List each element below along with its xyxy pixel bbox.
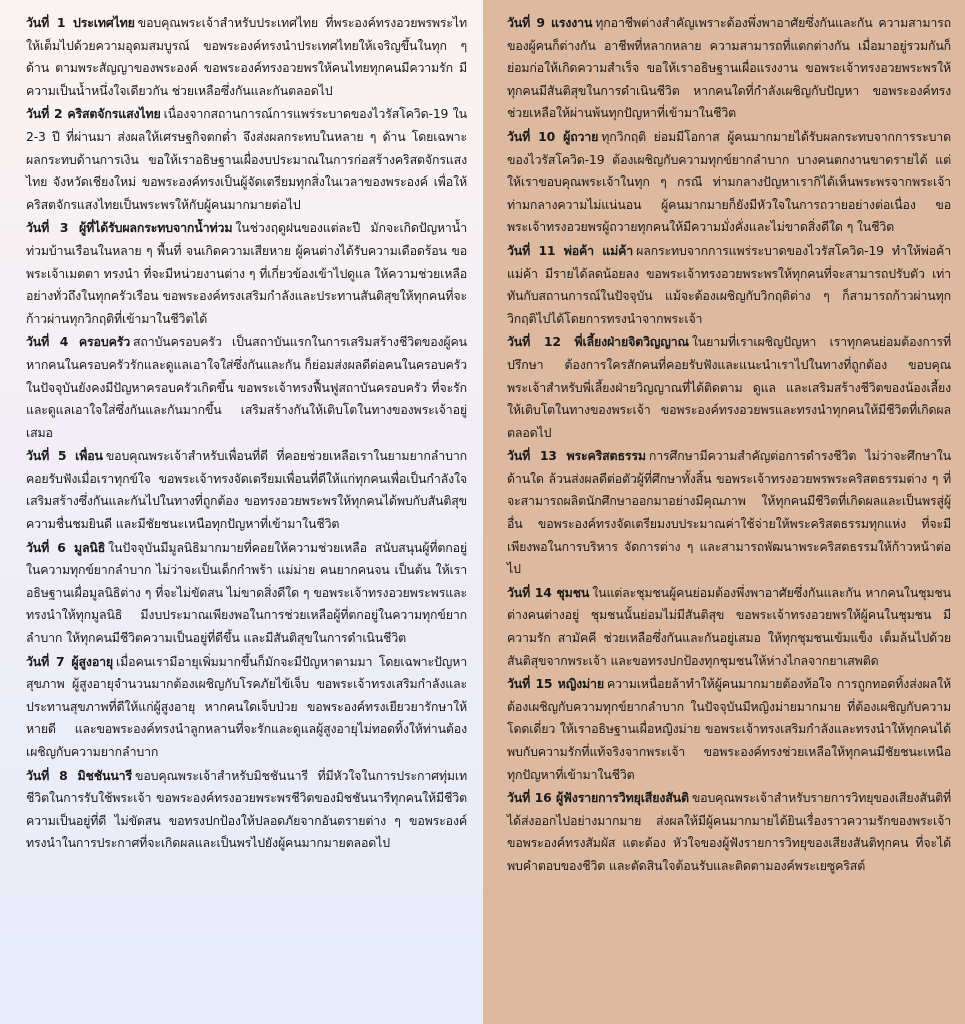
day-body: ขอบคุณพระเจ้าสำหรับมิชชันนารี ที่มีหัวใจในการประกาศทุ่มเทชีวิตในการรับใช้พระเจ้า ขอพระองค์ทรงอวยพระพรชีวิตของมิชชันนารีทุกคนให้มีชีวิตความเป็นอยู่ที่ดี ไม่ขัดสน ขอทรงปกป้องให้ปลอดภัยจากอันตรายต่าง ๆ ขอพระองค์ทรงนำในการประกาศที่จะเกิดผลและเป็นพรไปยังผู้คนมากมายตลอดไป (26, 767, 467, 851)
day-heading: วันที่ 4 ครอบครัว (26, 334, 131, 350)
prayer-entry-day-13 (507, 445, 951, 581)
day-body: การศึกษามีความสำคัญต่อการดำรงชีวิต ไม่ว่าจะศึกษาในด้านใด ล้วนส่งผลดีต่อตัวผู้ที่ศึกษาทั้งสิ้น ขอพระเจ้าทรงอวยพรพระคริสตธรรมต่าง ๆ ที่จะสามารถผลิตนักศึกษาออกมาอย่างมีคุณภาพ ให้ทุกคนมีชีวิตที่เกิดผลและเป็นพรสู่ผู้อื่น ขอพระองค์ทรงจัดเตรียมงบประมาณค่าใช้จ่ายให้พระคริสตธรรมทุกแห่ง ที่จะมีเพียงพอในการบริหาร จัดการต่าง ๆ และสามารถพัฒนาพระคริสตธรรมให้ก้าวหน้าต่อไป (507, 448, 951, 577)
day-body: ในช่วงฤดูฝนของแต่ละปี มักจะเกิดปัญหาน้ำท่วมบ้านเรือนในหลาย ๆ พื้นที่ จนเกิดความเสียหาย ผู้คนต่างได้รับความเดือดร้อน ขอพระเจ้าเมตตา ทรงนำ ที่จะมีหน่วยงานต่าง ๆ ที่เกี่ยวข้องเข้าไปดูแล ให้ความช่วยเหลืออย่างทั่วถึงในทุกครัวเรือน ขอพระองค์ทรงเสริมกำลังและประทานสันติสุขให้ทุกคนที่จะก้าวผ่านทุกวิกฤติที่เข้ามาในชีวิตได้ (26, 220, 468, 326)
day-heading: วันที่ 14 ชุมชน (507, 584, 590, 600)
day-heading: วันที่ 7 ผู้สูงอายุ (26, 653, 114, 669)
prayer-entry-day-15 (507, 673, 951, 786)
day-heading: วันที่ 11 พ่อค้า แม่ค้า (507, 242, 634, 258)
day-heading: วันที่ 15 หญิงม่าย (507, 676, 604, 692)
prayer-entry-day-4 (26, 331, 467, 444)
day-heading: วันที่ 9 แรงงาน (507, 15, 593, 30)
day-heading: วันที่ 8 มิชชันนารี (26, 767, 132, 783)
day-heading: วันที่ 1 ประเทศไทย (26, 15, 135, 30)
day-body: ทุกอาชีพต่างสำคัญเพราะต้องพึ่งพาอาศัยซึ่งกันและกัน ความสามารถของผู้คนก็ต่างกัน อาชีพที่หลากหลาย ความสามารถที่แตกต่างกัน เมื่อมาอยู่รวมกันก็ย่อมก่อให้เกิดความสำเร็จ ขอให้เราอธิษฐานเผื่อแรงงาน ขอพระเจ้าทรงอวยพระพรให้ทุกคนมีสันติสุขในการดำเนินชีวิต หากคนใดที่กำลังเผชิญกับปัญหา ขอพระองค์ทรงช่วยเหลือให้ผ่านพ้นทุกปัญหาที่เข้ามาในชีวิต (507, 15, 952, 121)
prayer-entry-day-1 (26, 12, 467, 102)
day-body: ในแต่ละชุมชนผู้คนย่อมต้องพึ่งพาอาศัยซึ่งกันและกัน หากคนในชุมชนต่างคนต่างอยู่ ชุมชนนั้นย่อมไม่มีสันติสุข ขอพระเจ้าทรงอวยพรให้ผู้คนในชุมชน มีความรัก สามัคคี ช่วยเหลือซึ่งกันและกันอยู่เสมอ ให้ทุกชุมชนเข้มแข็ง เต็มล้นไปด้วยสันติสุขจากพระเจ้า และขอทรงปกป้องทุกชุมชนให้ห่างไกลจากยาเสพติด (507, 584, 952, 668)
prayer-entry-day-3 (26, 217, 467, 330)
prayer-entry-day-8 (26, 765, 467, 855)
prayer-entry-day-11 (507, 240, 951, 330)
prayer-entry-day-14 (507, 582, 951, 672)
day-heading: วันที่ 2 คริสตจักรแสงไทย (26, 106, 161, 122)
day-body: ความเหนื่อยล้าทำให้ผู้คนมากมายต้องท้อใจ การถูกทอดทิ้งส่งผลให้ต้องเผชิญกับความทุกข์ยากลำบาก ในปัจจุบันมีหญิงม่ายมากมาย ที่ต้องเผชิญกับความโดดเดี่ยว ให้เราอธิษฐานเผื่อหญิงม่าย ขอพระเจ้าทรงเสริมกำลังและทรงนำให้ทุกคนได้พบกับความรักที่แท้จริงจากพระเจ้า ขอพระองค์ทรงช่วยเหลือให้ทุกคนมีชัยชนะเหนือทุกปัญหาที่เข้ามาในชีวิต (507, 676, 951, 782)
right-column (483, 0, 965, 1024)
prayer-entry-day-6 (26, 537, 467, 650)
prayer-entry-day-12 (507, 331, 951, 444)
prayer-entry-day-7 (26, 651, 467, 764)
prayer-entry-day-10 (507, 126, 951, 239)
day-heading: วันที่ 13 พระคริสตธรรม (507, 448, 646, 464)
day-body: เนื่องจากสถานการณ์การแพร่ระบาดของไวรัสโควิด-19 ใน 2-3 ปี ที่ผ่านมา ส่งผลให้เศรษฐกิจตกต่ำ จึงส่งผลกระทบในหลาย ๆ ด้าน โดยเฉพาะผลกระทบด้านการเงิน ขอให้เราอธิษฐานเผื่องบประมาณในการก่อสร้างคริสตจักรแสงไทย จังหวัดเชียงใหม่ ขอพระองค์ทรงเป็นผู้จัดเตรียมทุกสิ่งในเวลาของพระองค์ เพื่อให้คริสตจักรแสงไทยเป็นพระพรให้กับผู้คนมากมายต่อไป (26, 106, 467, 212)
day-body: ผลกระทบจากการแพร่ระบาดของไวรัสโควิด-19 ทำให้พ่อค้า แม่ค้า มีรายได้ลดน้อยลง ขอพระเจ้าทรงอวยพระพรให้ทุกคนที่จะสามารถปรับตัว เท่าทันกับสถานการณ์ในปัจจุบัน แม้จะต้องเผชิญกับวิกฤติต่าง ๆ ก็สามารถก้าวผ่านทุกวิกฤติไปได้โดยการทรงนำจากพระเจ้า (507, 242, 952, 326)
day-body: ขอบคุณพระเจ้าสำหรับเพื่อนที่ดี ที่คอยช่วยเหลือเราในยามยากลำบาก คอยรับฟังเมื่อเราทุกข์ใจ ขอพระเจ้าทรงจัดเตรียมเพื่อนที่ดีให้แก่ทุกคนเพื่อเป็นกำลังใจ เสริมสร้างซึ่งกันและกันไปในทางที่ถูกต้อง ขอทรงอวยพระพรให้ทุกคนได้พบกับสันติสุข ความชื่นชมยินดี และมีชัยชนะเหนือทุกปัญหาที่เข้ามาในชีวิต (26, 448, 467, 532)
day-heading: วันที่ 3 ผู้ที่ได้รับผลกระทบจากน้ำท่วม (26, 220, 233, 236)
day-body: ในยามที่เราเผชิญปัญหา เราทุกคนย่อมต้องการที่ปรึกษา ต้องการใครสักคนที่คอยรับฟังและแนะนำเราไปในทางที่ถูกต้อง ขอบคุณพระเจ้าสำหรับพี่เลี้ยงฝ่ายวิญญาณที่ได้ติดตาม ดูแล และเสริมสร้างชีวิตของน้องเลี้ยงให้เติบโตในทางของพระเจ้า ขอพระองค์ทรงอวยพรและทรงนำทุกคนให้มีชีวิตที่เกิดผลตลอดไป (507, 334, 951, 440)
day-body: ทุกวิกฤติ ย่อมมีโอกาส ผู้คนมากมายได้รับผลกระทบจากการระบาดของไวรัสโควิด-19 ต้องเผชิญกับความทุกข์ยากลำบาก บางคนตกงานขาดรายได้ แต่ให้เราขอบคุณพระเจ้าในทุก ๆ กรณี ท่ามกลางปัญหาเรากิได้เห็นพระพรจากพระเจ้า ท่ามกลางความไม่แน่นอน ผู้คนมากมายก็ยังมีหัวใจในการถวายอย่างต่อเนื่อง ขอพระเจ้าทรงอวยพรผู้ถวายทุกคนให้มีความมั่งคั่งและไม่ขาดสิ่งดีใด ๆ ในชีวิต (507, 128, 952, 235)
day-body: เมื่อคนเรามีอายุเพิ่มมากขึ้นก็มักจะมีปัญหาตามมา โดยเฉพาะปัญหาสุขภาพ ผู้สูงอายุจำนวนมากต้องเผชิญกับโรคภัยไข้เจ็บ ขอพระเจ้าทรงเสริมกำลังและประทานสุขภาพที่ดีให้แก่ผู้สูงอายุ หากคนใดเจ็บป่วย ขอพระองค์ทรงเยียวยารักษาให้หายดี และขอพระองค์ทรงนำลูกหลานที่จะรักและดูแลผู้สูงอายุไม่ทอดทิ้งให้ท่านต้องเผชิญกับความยากลำบาก (26, 653, 467, 759)
prayer-entry-day-2 (26, 103, 467, 216)
day-body: ขอบคุณพระเจ้าสำหรับประเทศไทย ที่พระองค์ทรงอวยพรพระไทให้เต็มไปด้วยความอุดมสมบูรณ์ ขอพระองค์ทรงนำประเทศไทยให้เจริญขึ้นในทุก ๆ ด้าน ตามพระสัญญาของพระองค์ ขอพระองค์ทรงอวยพรให้คนไทยทุกคนมีความรัก มีความเป็นน้ำหนึ่งใจเดียวกัน ช่วยเหลือซึ่งกันและกันตลอดไป (26, 15, 467, 98)
prayer-entry-day-16 (507, 787, 951, 877)
day-heading: วันที่ 16 ผู้ฟังรายการวิทยุเสียงสันติ (507, 790, 689, 806)
day-heading: วันที่ 12 พี่เลี้ยงฝ่ายจิตวิญญาณ (507, 334, 689, 350)
day-body: ในปัจจุบันมีมูลนิธิมากมายที่คอยให้ความช่วยเหลือ สนับสนุนผู้ที่ตกอยู่ในความทุกข์ยากลำบาก ไม่ว่าจะเป็นเด็กกำพร้า แม่ม่าย คนยากคนจน เป็นต้น ให้เราอธิษฐานเผื่อมูลนิธิต่าง ๆ ที่จะไม่ขัดสน ไม่ขาดสิ่งดีใด ๆ ขอพระเจ้าทรงอวยพระพรและทรงนำให้ทุกมูลนิธิ มีงบประมาณเพียงพอในการช่วยเหลือผู้ที่ตกอยู่ในความทุกข์ยากลำบาก ให้ทุกคนมีชีวิตความเป็นอยู่ที่ดีขึ้น และมีสันติสุขในการดำเนินชีวิต (26, 539, 467, 646)
day-heading: วันที่ 5 เพื่อน (26, 448, 103, 464)
prayer-entry-day-9 (507, 12, 951, 125)
day-heading: วันที่ 6 มูลนิธิ (26, 539, 106, 555)
day-heading: วันที่ 10 ผู้ถวาย (507, 128, 599, 144)
prayer-entry-day-5 (26, 445, 467, 535)
day-body: ขอบคุณพระเจ้าสำหรับรายการวิทยุของเสียงสันติที่ได้ส่งออกไปอย่างมากมาย ส่งผลให้มีผู้คนมากมายได้ยินเรื่องราวความรักของพระเจ้า ขอพระองค์ทรงสัมผัส แตะต้อง หัวใจของผู้ฟังรายการวิทยุของเสียงสันติทุกคน ที่จะได้พบคำตอบของชีวิต และตัดสินใจต้อนรับและติดตามองค์พระเยซูคริสต์ (507, 790, 951, 873)
day-body: สถาบันครอบครัว เป็นสถาบันแรกในการเสริมสร้างชีวิตของผู้คน หากคนในครอบครัวรักและดูแลเอาใจใส่ซึ่งกันและกัน ก็ย่อมส่งผลดีต่อคนในครอบครัว ในปัจจุบันยังคงมีปัญหาครอบครัวเกิดขึ้น ขอพระเจ้าทรงฟื้นฟูสถาบันครอบครัว ที่จะรักและดูแลเอาใจใส่ซึ่งกันและกันมากขึ้น เสริมสร้างกันให้เติบโตในทางของพระเจ้าอยู่เสมอ (26, 334, 467, 440)
